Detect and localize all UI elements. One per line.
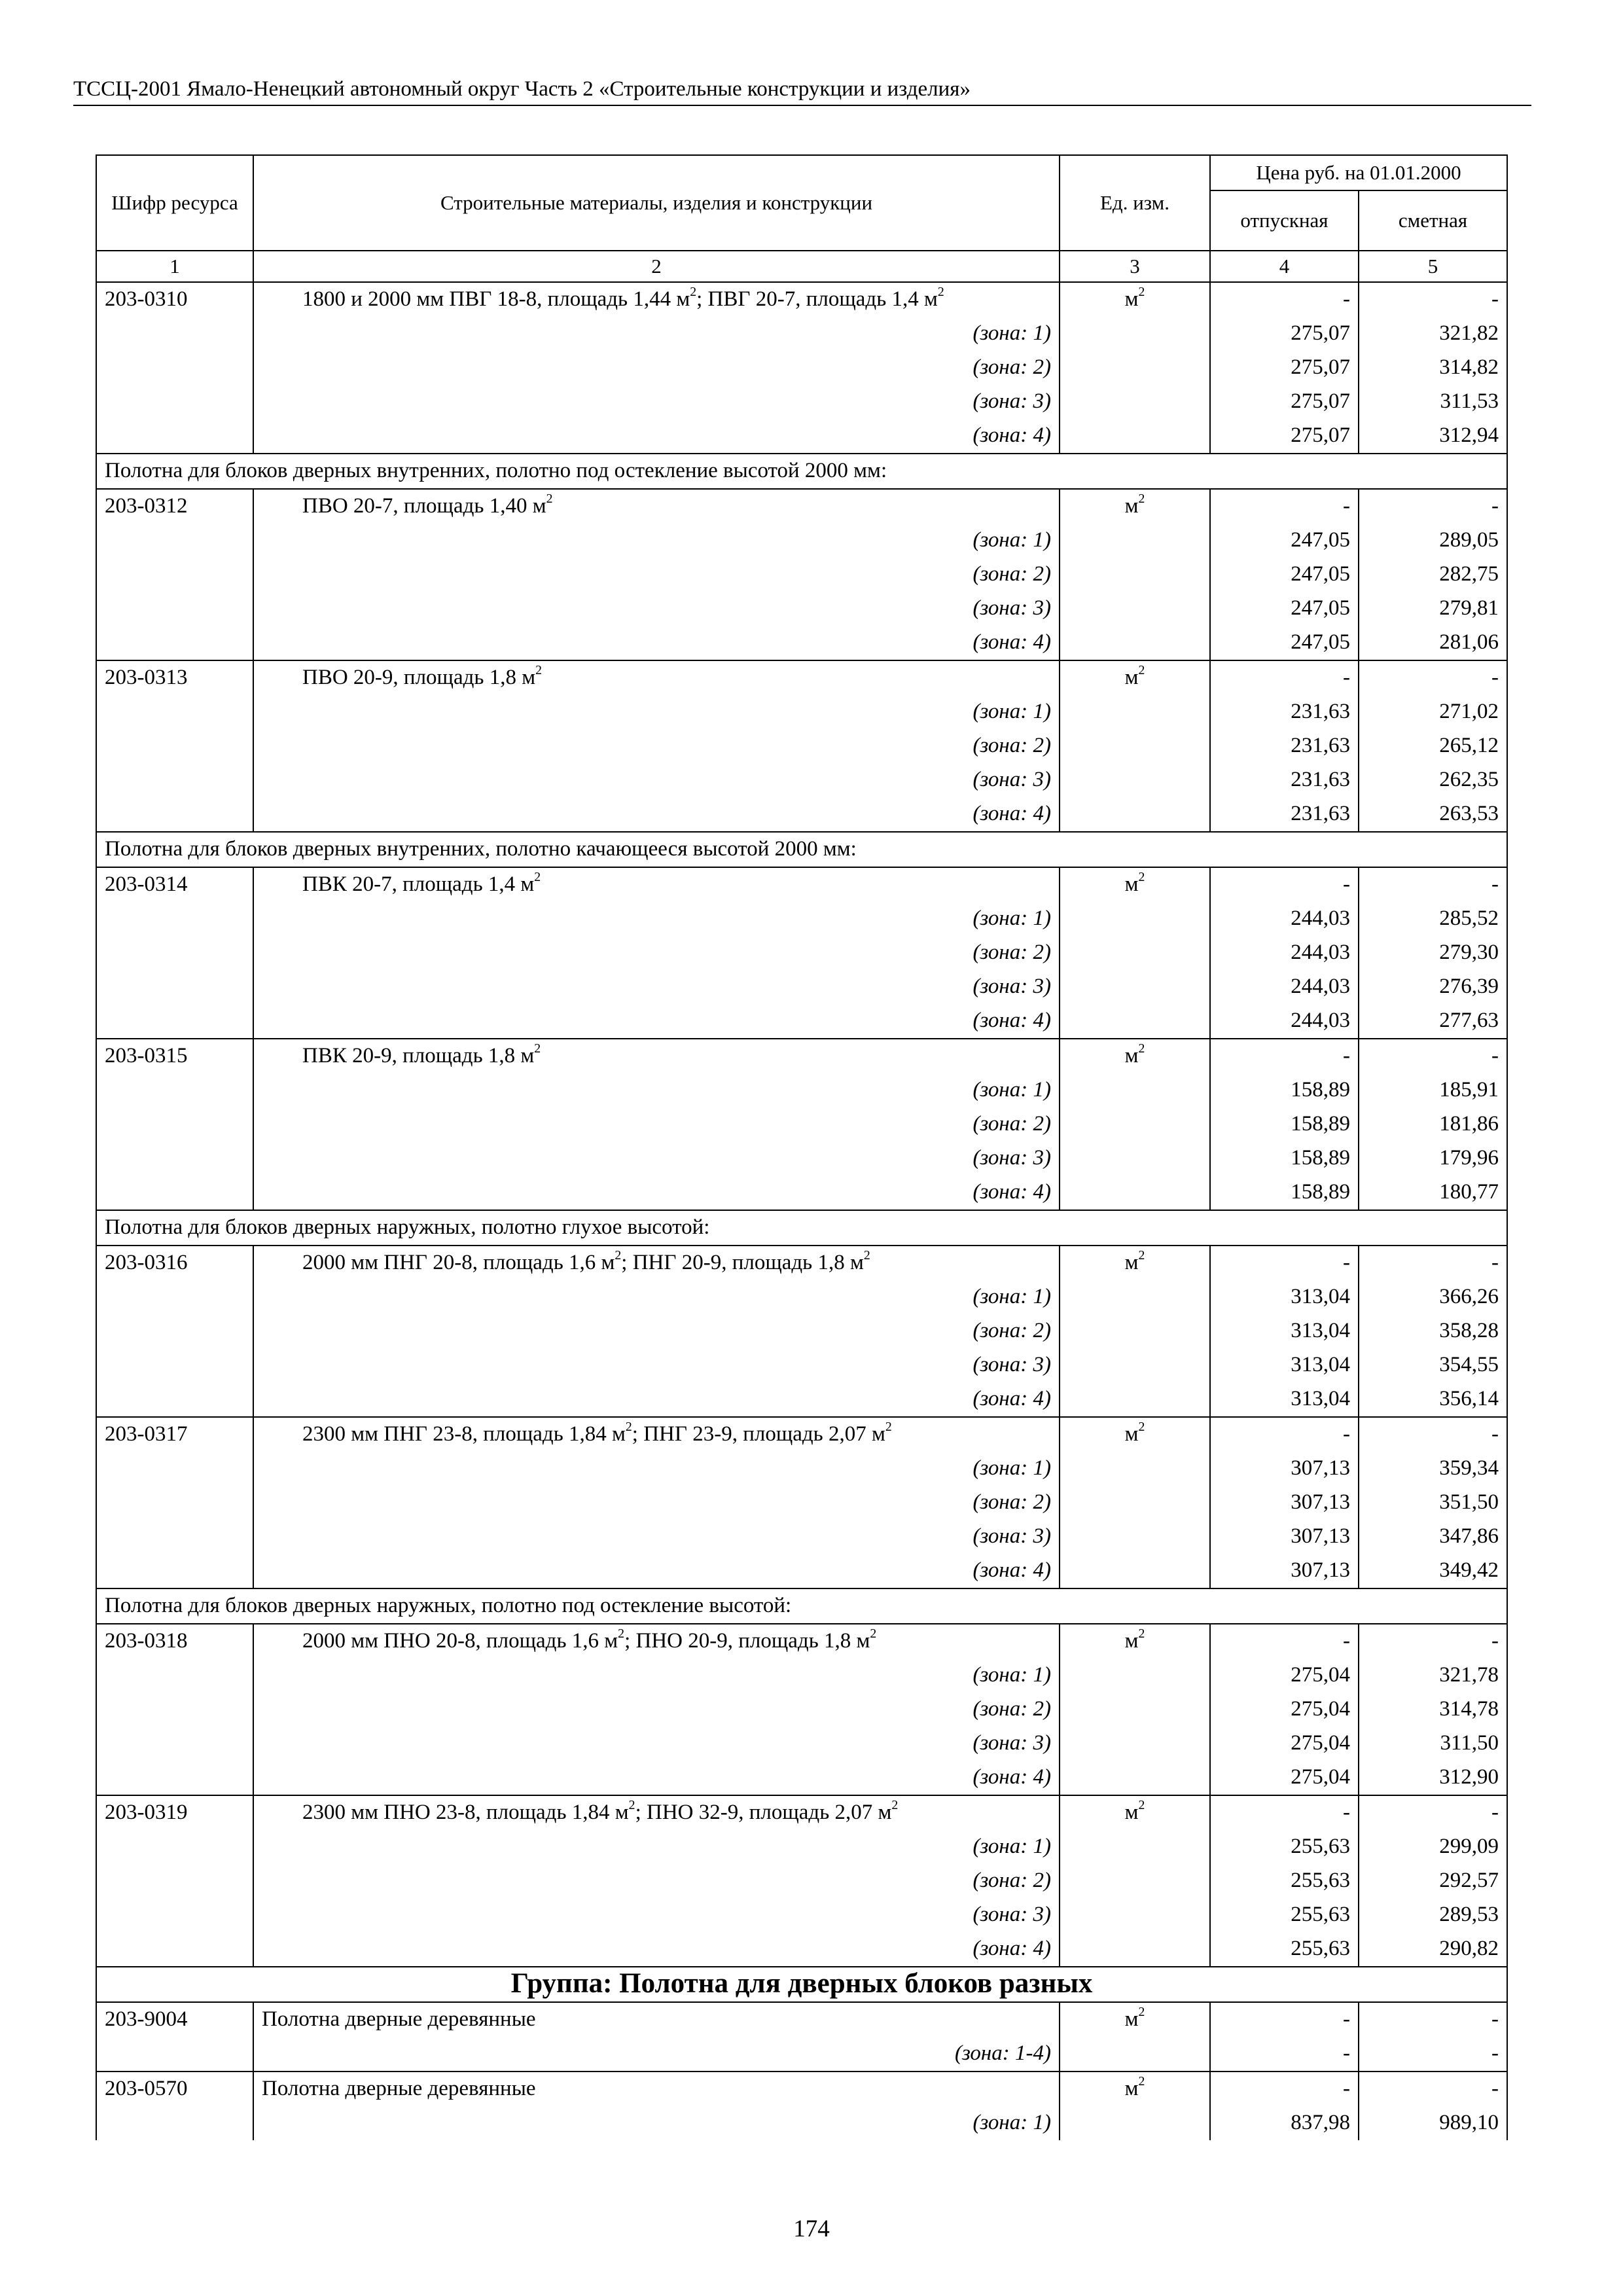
- estimate-price: -: [1359, 867, 1507, 902]
- item-name: Полотна дверные деревянные: [262, 2077, 536, 2100]
- release-price: 275,07: [1210, 317, 1359, 351]
- zone-label: (зона: 3): [253, 592, 1060, 626]
- estimate-price: 180,77: [1359, 1175, 1507, 1210]
- estimate-price: 311,50: [1359, 1727, 1507, 1761]
- item-name: 2300 мм ПНГ 23-8, площадь 1,84 $м^2$; ПНГ 23-9, площадь 2,07 $м^2$: [302, 1420, 892, 1446]
- zone-row: [96, 385, 1507, 419]
- estimate-price: -: [1359, 2002, 1507, 2037]
- estimate-price: 292,57: [1359, 1864, 1507, 1898]
- release-price: -: [1210, 1624, 1359, 1659]
- estimate-price: 179,96: [1359, 1141, 1507, 1175]
- unit: $м^2$: [1060, 2072, 1210, 2106]
- zone-row: [96, 1073, 1507, 1107]
- table-row: [96, 867, 1507, 902]
- resource-code: 203-0317: [96, 1417, 253, 1452]
- estimate-price: 282,75: [1359, 558, 1507, 592]
- zone-row: [96, 419, 1507, 454]
- unit: $м^2$: [1060, 660, 1210, 695]
- item-name: 2000 мм ПНГ 20-8, площадь 1,6 $м^2$; ПНГ 20-9, площадь 1,8 $м^2$: [302, 1248, 870, 1274]
- col-number: 3: [1060, 251, 1210, 282]
- zone-row: [96, 1554, 1507, 1588]
- zone-label: (зона: 1): [253, 1073, 1060, 1107]
- zone-row: [96, 797, 1507, 832]
- release-price: 244,03: [1210, 1004, 1359, 1039]
- estimate-price: 277,63: [1359, 1004, 1507, 1039]
- item-name: ПВО 20-9, площадь 1,8 $м^2$: [302, 663, 542, 689]
- release-price: 275,07: [1210, 419, 1359, 454]
- release-price: -: [1210, 660, 1359, 695]
- item-name: ПВК 20-9, площадь 1,8 $м^2$: [302, 1041, 541, 1067]
- estimate-price: -: [1359, 660, 1507, 695]
- release-price: 158,89: [1210, 1141, 1359, 1175]
- zone-label: (зона: 3): [253, 1141, 1060, 1175]
- release-price: 231,63: [1210, 695, 1359, 729]
- zone-row: [96, 1107, 1507, 1141]
- estimate-price: -: [1359, 1246, 1507, 1280]
- zone-row: [96, 592, 1507, 626]
- zone-label: (зона: 1): [253, 317, 1060, 351]
- zone-row: [96, 1175, 1507, 1210]
- estimate-price: 349,42: [1359, 1554, 1507, 1588]
- zone-row: [96, 1659, 1507, 1693]
- header-estimate: сметная: [1359, 190, 1507, 251]
- resource-code: 203-0314: [96, 867, 253, 902]
- zone-row: [96, 729, 1507, 763]
- zone-label: (зона: 4): [253, 626, 1060, 660]
- item-name: Полотна дверные деревянные: [262, 2007, 536, 2031]
- resource-code: 203-0316: [96, 1246, 253, 1280]
- release-price: 231,63: [1210, 797, 1359, 832]
- zone-row: [96, 558, 1507, 592]
- release-price: 244,03: [1210, 936, 1359, 970]
- item-name: 2000 мм ПНО 20-8, площадь 1,6 $м^2$; ПНО 20-9, площадь 1,8 $м^2$: [302, 1626, 877, 1653]
- header-code: Шифр ресурса: [96, 155, 253, 251]
- release-price: -: [1210, 1039, 1359, 1073]
- estimate-price: 366,26: [1359, 1280, 1507, 1314]
- zone-label: (зона: 3): [253, 1727, 1060, 1761]
- release-price: 313,04: [1210, 1382, 1359, 1417]
- release-price: 307,13: [1210, 1486, 1359, 1520]
- zone-label: (зона: 3): [253, 385, 1060, 419]
- zone-label: (зона: 3): [253, 1348, 1060, 1382]
- zone-label: (зона: 1): [253, 1830, 1060, 1864]
- zone-label: (зона: 3): [253, 970, 1060, 1004]
- zone-row: [96, 1520, 1507, 1554]
- estimate-price: 351,50: [1359, 1486, 1507, 1520]
- release-price: 247,05: [1210, 592, 1359, 626]
- release-price: 275,07: [1210, 385, 1359, 419]
- release-price: 313,04: [1210, 1348, 1359, 1382]
- estimate-price: 989,10: [1359, 2106, 1507, 2140]
- release-price: 255,63: [1210, 1932, 1359, 1967]
- zone-row: [96, 1898, 1507, 1932]
- release-price: -: [1210, 489, 1359, 524]
- estimate-price: -: [1359, 2072, 1507, 2106]
- zone-row: [96, 1452, 1507, 1486]
- resource-code: 203-0310: [96, 282, 253, 317]
- zone-row: [96, 317, 1507, 351]
- zone-label: (зона: 2): [253, 1864, 1060, 1898]
- zone-row: [96, 1693, 1507, 1727]
- zone-label: (зона: 2): [253, 1107, 1060, 1141]
- estimate-price: 359,34: [1359, 1452, 1507, 1486]
- zone-label: (зона: 4): [253, 419, 1060, 454]
- estimate-price: -: [1359, 1624, 1507, 1659]
- unit: $м^2$: [1060, 489, 1210, 524]
- zone-row: [96, 936, 1507, 970]
- estimate-price: 289,05: [1359, 524, 1507, 558]
- section-row: [96, 832, 1507, 867]
- release-price: 307,13: [1210, 1520, 1359, 1554]
- section-heading: Полотна для блоков дверных наружных, полотно под остекление высотой:: [96, 1588, 1507, 1624]
- zone-row: [96, 1761, 1507, 1795]
- header-name: Строительные материалы, изделия и конструкции: [253, 155, 1060, 251]
- resource-code: 203-0312: [96, 489, 253, 524]
- table-row: [96, 2002, 1507, 2037]
- resource-code: 203-0318: [96, 1624, 253, 1659]
- zone-row: [96, 1932, 1507, 1967]
- zone-row: [96, 626, 1507, 660]
- col-number: 1: [96, 251, 253, 282]
- release-price: 247,05: [1210, 524, 1359, 558]
- group-heading: Группа: Полотна для дверных блоков разных: [96, 1967, 1507, 2002]
- release-price: 255,63: [1210, 1898, 1359, 1932]
- page-header: ТССЦ-2001 Ямало-Ненецкий автономный округ Часть 2 «Строительные конструкции и изделия»: [73, 73, 1531, 106]
- release-price: 307,13: [1210, 1452, 1359, 1486]
- release-price: 275,04: [1210, 1659, 1359, 1693]
- section-heading: Полотна для блоков дверных наружных, полотно глухое высотой:: [96, 1210, 1507, 1246]
- page-number: 174: [793, 2215, 830, 2242]
- unit: $м^2$: [1060, 1039, 1210, 1073]
- zone-row: [96, 695, 1507, 729]
- release-price: 158,89: [1210, 1073, 1359, 1107]
- header-release: отпускная: [1210, 190, 1359, 251]
- zone-row: [96, 351, 1507, 385]
- zone-label: (зона: 2): [253, 936, 1060, 970]
- zone-row: [96, 1382, 1507, 1417]
- table-row: [96, 1795, 1507, 1830]
- zone-label: (зона: 1): [253, 695, 1060, 729]
- estimate-price: -: [1359, 489, 1507, 524]
- col-number: 4: [1210, 251, 1359, 282]
- zone-label: (зона: 2): [253, 558, 1060, 592]
- release-price: 158,89: [1210, 1107, 1359, 1141]
- estimate-price: 262,35: [1359, 763, 1507, 797]
- estimate-price: 185,91: [1359, 1073, 1507, 1107]
- estimate-price: 289,53: [1359, 1898, 1507, 1932]
- estimate-price: 276,39: [1359, 970, 1507, 1004]
- section-row: [96, 1588, 1507, 1624]
- estimate-price: 358,28: [1359, 1314, 1507, 1348]
- zone-row: [96, 763, 1507, 797]
- zone-label: (зона: 4): [253, 1004, 1060, 1039]
- release-price: -: [1210, 1417, 1359, 1452]
- item-name: 1800 и 2000 мм ПВГ 18-8, площадь 1,44 $м^2$; ПВГ 20-7, площадь 1,4 $м^2$: [302, 285, 944, 311]
- release-price: 244,03: [1210, 970, 1359, 1004]
- col-number: 5: [1359, 251, 1507, 282]
- zone-row: [96, 1486, 1507, 1520]
- release-price: 231,63: [1210, 729, 1359, 763]
- estimate-price: -: [1359, 282, 1507, 317]
- item-name: 2300 мм ПНО 23-8, площадь 1,84 $м^2$; ПНО 32-9, площадь 2,07 $м^2$: [302, 1798, 899, 1824]
- unit: $м^2$: [1060, 1795, 1210, 1830]
- estimate-price: 285,52: [1359, 902, 1507, 936]
- zone-label: (зона: 4): [253, 1932, 1060, 1967]
- zone-label: (зона: 1): [253, 902, 1060, 936]
- release-price: 255,63: [1210, 1864, 1359, 1898]
- table-row: [96, 1246, 1507, 1280]
- release-price: 231,63: [1210, 763, 1359, 797]
- col-number: 2: [253, 251, 1060, 282]
- zone-row: [96, 2037, 1507, 2072]
- zone-row: [96, 2106, 1507, 2140]
- table-row: [96, 282, 1507, 317]
- release-price: 247,05: [1210, 626, 1359, 660]
- estimate-price: 181,86: [1359, 1107, 1507, 1141]
- zone-label: (зона: 1): [253, 524, 1060, 558]
- zone-label: (зона: 4): [253, 797, 1060, 832]
- zone-label: (зона: 1): [253, 1659, 1060, 1693]
- estimate-price: 279,81: [1359, 592, 1507, 626]
- unit: $м^2$: [1060, 1624, 1210, 1659]
- zone-row: [96, 1830, 1507, 1864]
- release-price: -: [1210, 1795, 1359, 1830]
- estimate-price: 354,55: [1359, 1348, 1507, 1382]
- table-row: [96, 2072, 1507, 2106]
- unit: $м^2$: [1060, 282, 1210, 317]
- release-price: -: [1210, 867, 1359, 902]
- release-price: -: [1210, 282, 1359, 317]
- zone-label: (зона: 2): [253, 1486, 1060, 1520]
- zone-row: [96, 1314, 1507, 1348]
- estimate-price: -: [1359, 1039, 1507, 1073]
- estimate-price: 279,30: [1359, 936, 1507, 970]
- estimate-price: 263,53: [1359, 797, 1507, 832]
- table-row: [96, 1039, 1507, 1073]
- zone-row: [96, 1280, 1507, 1314]
- estimate-price: 356,14: [1359, 1382, 1507, 1417]
- release-price: 837,98: [1210, 2106, 1359, 2140]
- release-price: 244,03: [1210, 902, 1359, 936]
- release-price: 275,04: [1210, 1761, 1359, 1795]
- table-row: [96, 660, 1507, 695]
- estimate-price: 281,06: [1359, 626, 1507, 660]
- zone-label: (зона: 1): [253, 2106, 1060, 2140]
- zone-row: [96, 970, 1507, 1004]
- release-price: -: [1210, 2002, 1359, 2037]
- zone-label: (зона: 3): [253, 763, 1060, 797]
- zone-label: (зона: 4): [253, 1761, 1060, 1795]
- item-name: ПВО 20-7, площадь 1,40 $м^2$: [302, 492, 553, 518]
- estimate-price: 312,90: [1359, 1761, 1507, 1795]
- release-price: 307,13: [1210, 1554, 1359, 1588]
- release-price: 255,63: [1210, 1830, 1359, 1864]
- estimate-price: -: [1359, 1795, 1507, 1830]
- estimate-price: 321,78: [1359, 1659, 1507, 1693]
- zone-row: [96, 1727, 1507, 1761]
- section-row: [96, 454, 1507, 489]
- zone-label: (зона: 1-4): [253, 2037, 1060, 2072]
- zone-label: (зона: 2): [253, 729, 1060, 763]
- unit: $м^2$: [1060, 867, 1210, 902]
- zone-label: (зона: 2): [253, 1314, 1060, 1348]
- estimate-price: 299,09: [1359, 1830, 1507, 1864]
- release-price: -: [1210, 2037, 1359, 2072]
- zone-label: (зона: 2): [253, 1693, 1060, 1727]
- table-body: [96, 282, 1507, 2140]
- release-price: -: [1210, 1246, 1359, 1280]
- release-price: 275,04: [1210, 1693, 1359, 1727]
- estimate-price: 321,82: [1359, 317, 1507, 351]
- zone-label: (зона: 4): [253, 1382, 1060, 1417]
- resource-code: 203-0315: [96, 1039, 253, 1073]
- zone-label: (зона: 3): [253, 1898, 1060, 1932]
- resource-code: 203-0313: [96, 660, 253, 695]
- release-price: 247,05: [1210, 558, 1359, 592]
- release-price: 275,07: [1210, 351, 1359, 385]
- zone-label: (зона: 1): [253, 1280, 1060, 1314]
- zone-row: [96, 1141, 1507, 1175]
- table-row: [96, 489, 1507, 524]
- zone-label: (зона: 3): [253, 1520, 1060, 1554]
- estimate-price: -: [1359, 2037, 1507, 2072]
- header-unit: Ед. изм.: [1060, 155, 1210, 251]
- section-heading: Полотна для блоков дверных внутренних, полотно качающееся высотой 2000 мм:: [96, 832, 1507, 867]
- estimate-price: 290,82: [1359, 1932, 1507, 1967]
- unit: $м^2$: [1060, 2002, 1210, 2037]
- release-price: -: [1210, 2072, 1359, 2106]
- release-price: 313,04: [1210, 1280, 1359, 1314]
- resource-code: 203-9004: [96, 2002, 253, 2037]
- estimate-price: 311,53: [1359, 385, 1507, 419]
- release-price: 275,04: [1210, 1727, 1359, 1761]
- zone-label: (зона: 4): [253, 1175, 1060, 1210]
- zone-label: (зона: 2): [253, 351, 1060, 385]
- section-row: [96, 1210, 1507, 1246]
- estimate-price: 312,94: [1359, 419, 1507, 454]
- estimate-price: 271,02: [1359, 695, 1507, 729]
- table-row: [96, 1417, 1507, 1452]
- zone-row: [96, 1348, 1507, 1382]
- table-header: [96, 155, 1507, 282]
- price-table: [96, 154, 1508, 2140]
- estimate-price: 347,86: [1359, 1520, 1507, 1554]
- zone-row: [96, 902, 1507, 936]
- zone-row: [96, 1864, 1507, 1898]
- zone-label: (зона: 1): [253, 1452, 1060, 1486]
- zone-row: [96, 1004, 1507, 1039]
- unit: $м^2$: [1060, 1417, 1210, 1452]
- zone-label: (зона: 4): [253, 1554, 1060, 1588]
- resource-code: 203-0570: [96, 2072, 253, 2106]
- estimate-price: 265,12: [1359, 729, 1507, 763]
- item-name: ПВК 20-7, площадь 1,4 $м^2$: [302, 870, 541, 896]
- group-row: [96, 1967, 1507, 2002]
- unit: $м^2$: [1060, 1246, 1210, 1280]
- release-price: 158,89: [1210, 1175, 1359, 1210]
- table-row: [96, 1624, 1507, 1659]
- estimate-price: 314,82: [1359, 351, 1507, 385]
- section-heading: Полотна для блоков дверных внутренних, полотно под остекление высотой 2000 мм:: [96, 454, 1507, 489]
- estimate-price: 314,78: [1359, 1693, 1507, 1727]
- zone-row: [96, 524, 1507, 558]
- resource-code: 203-0319: [96, 1795, 253, 1830]
- estimate-price: -: [1359, 1417, 1507, 1452]
- header-price: Цена руб. на 01.01.2000: [1210, 155, 1507, 190]
- release-price: 313,04: [1210, 1314, 1359, 1348]
